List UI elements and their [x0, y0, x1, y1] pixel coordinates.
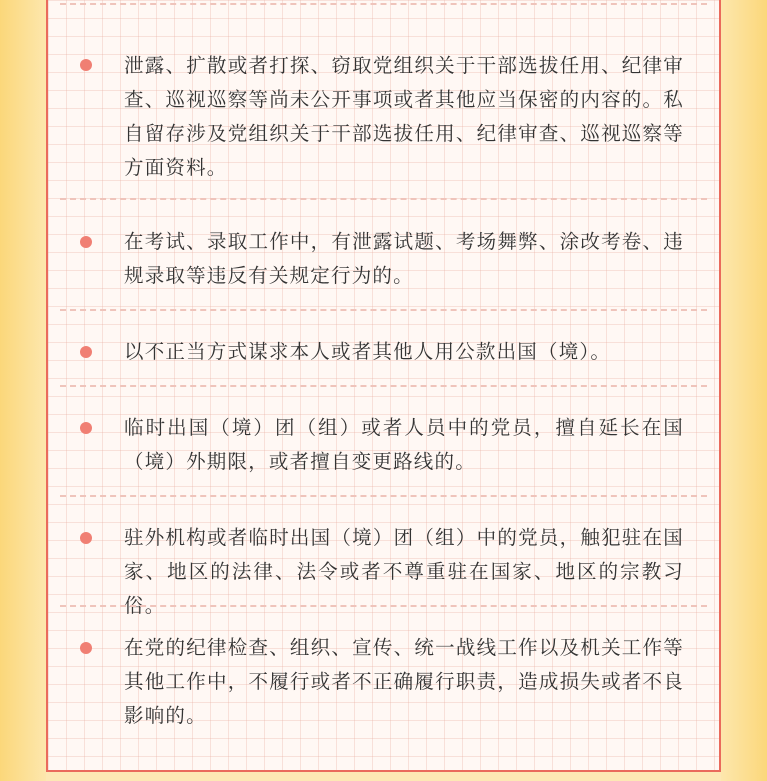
item-text: 在考试、录取工作中，有泄露试题、考场舞弊、涂改考卷、违规录取等违反有关规定行为的。 — [124, 230, 684, 287]
left-decor-strip — [0, 0, 46, 781]
bullet-icon — [80, 346, 92, 358]
divider — [60, 3, 707, 5]
item-text: 在党的纪律检查、组织、宣传、统一战线工作以及机关工作等其他工作中，不履行或者不正确履行职责，造成损失或者不良影响的。 — [124, 636, 684, 727]
item-text: 临时出国（境）团（组）或者人员中的党员，擅自延长在国（境）外期限，或者擅自变更路线的。 — [124, 416, 684, 473]
bullet-icon — [80, 59, 92, 71]
divider — [60, 198, 707, 200]
right-decor-strip — [721, 0, 767, 781]
bottom-band — [46, 772, 721, 781]
bullet-icon — [80, 642, 92, 654]
content-card — [46, 0, 721, 772]
item-text: 以不正当方式谋求本人或者其他人用公款出国（境）。 — [124, 340, 612, 363]
divider — [60, 385, 707, 387]
item-text: 泄露、扩散或者打探、窃取党组织关于干部选拔任用、纪律审查、巡视巡察等尚未公开事项或者其他应当保密的内容的。私自留存涉及党组织关于干部选拔任用、纪律审查、巡视巡察等方面资料。 — [124, 54, 684, 179]
divider — [60, 309, 707, 311]
item-text: 驻外机构或者临时出国（境）团（组）中的党员，触犯驻在国家、地区的法律、法令或者不尊重驻在国家、地区的宗教习俗。 — [124, 526, 684, 617]
bullet-icon — [80, 236, 92, 248]
divider — [60, 495, 707, 497]
bullet-icon — [80, 422, 92, 434]
divider — [60, 605, 707, 607]
bullet-icon — [80, 532, 92, 544]
